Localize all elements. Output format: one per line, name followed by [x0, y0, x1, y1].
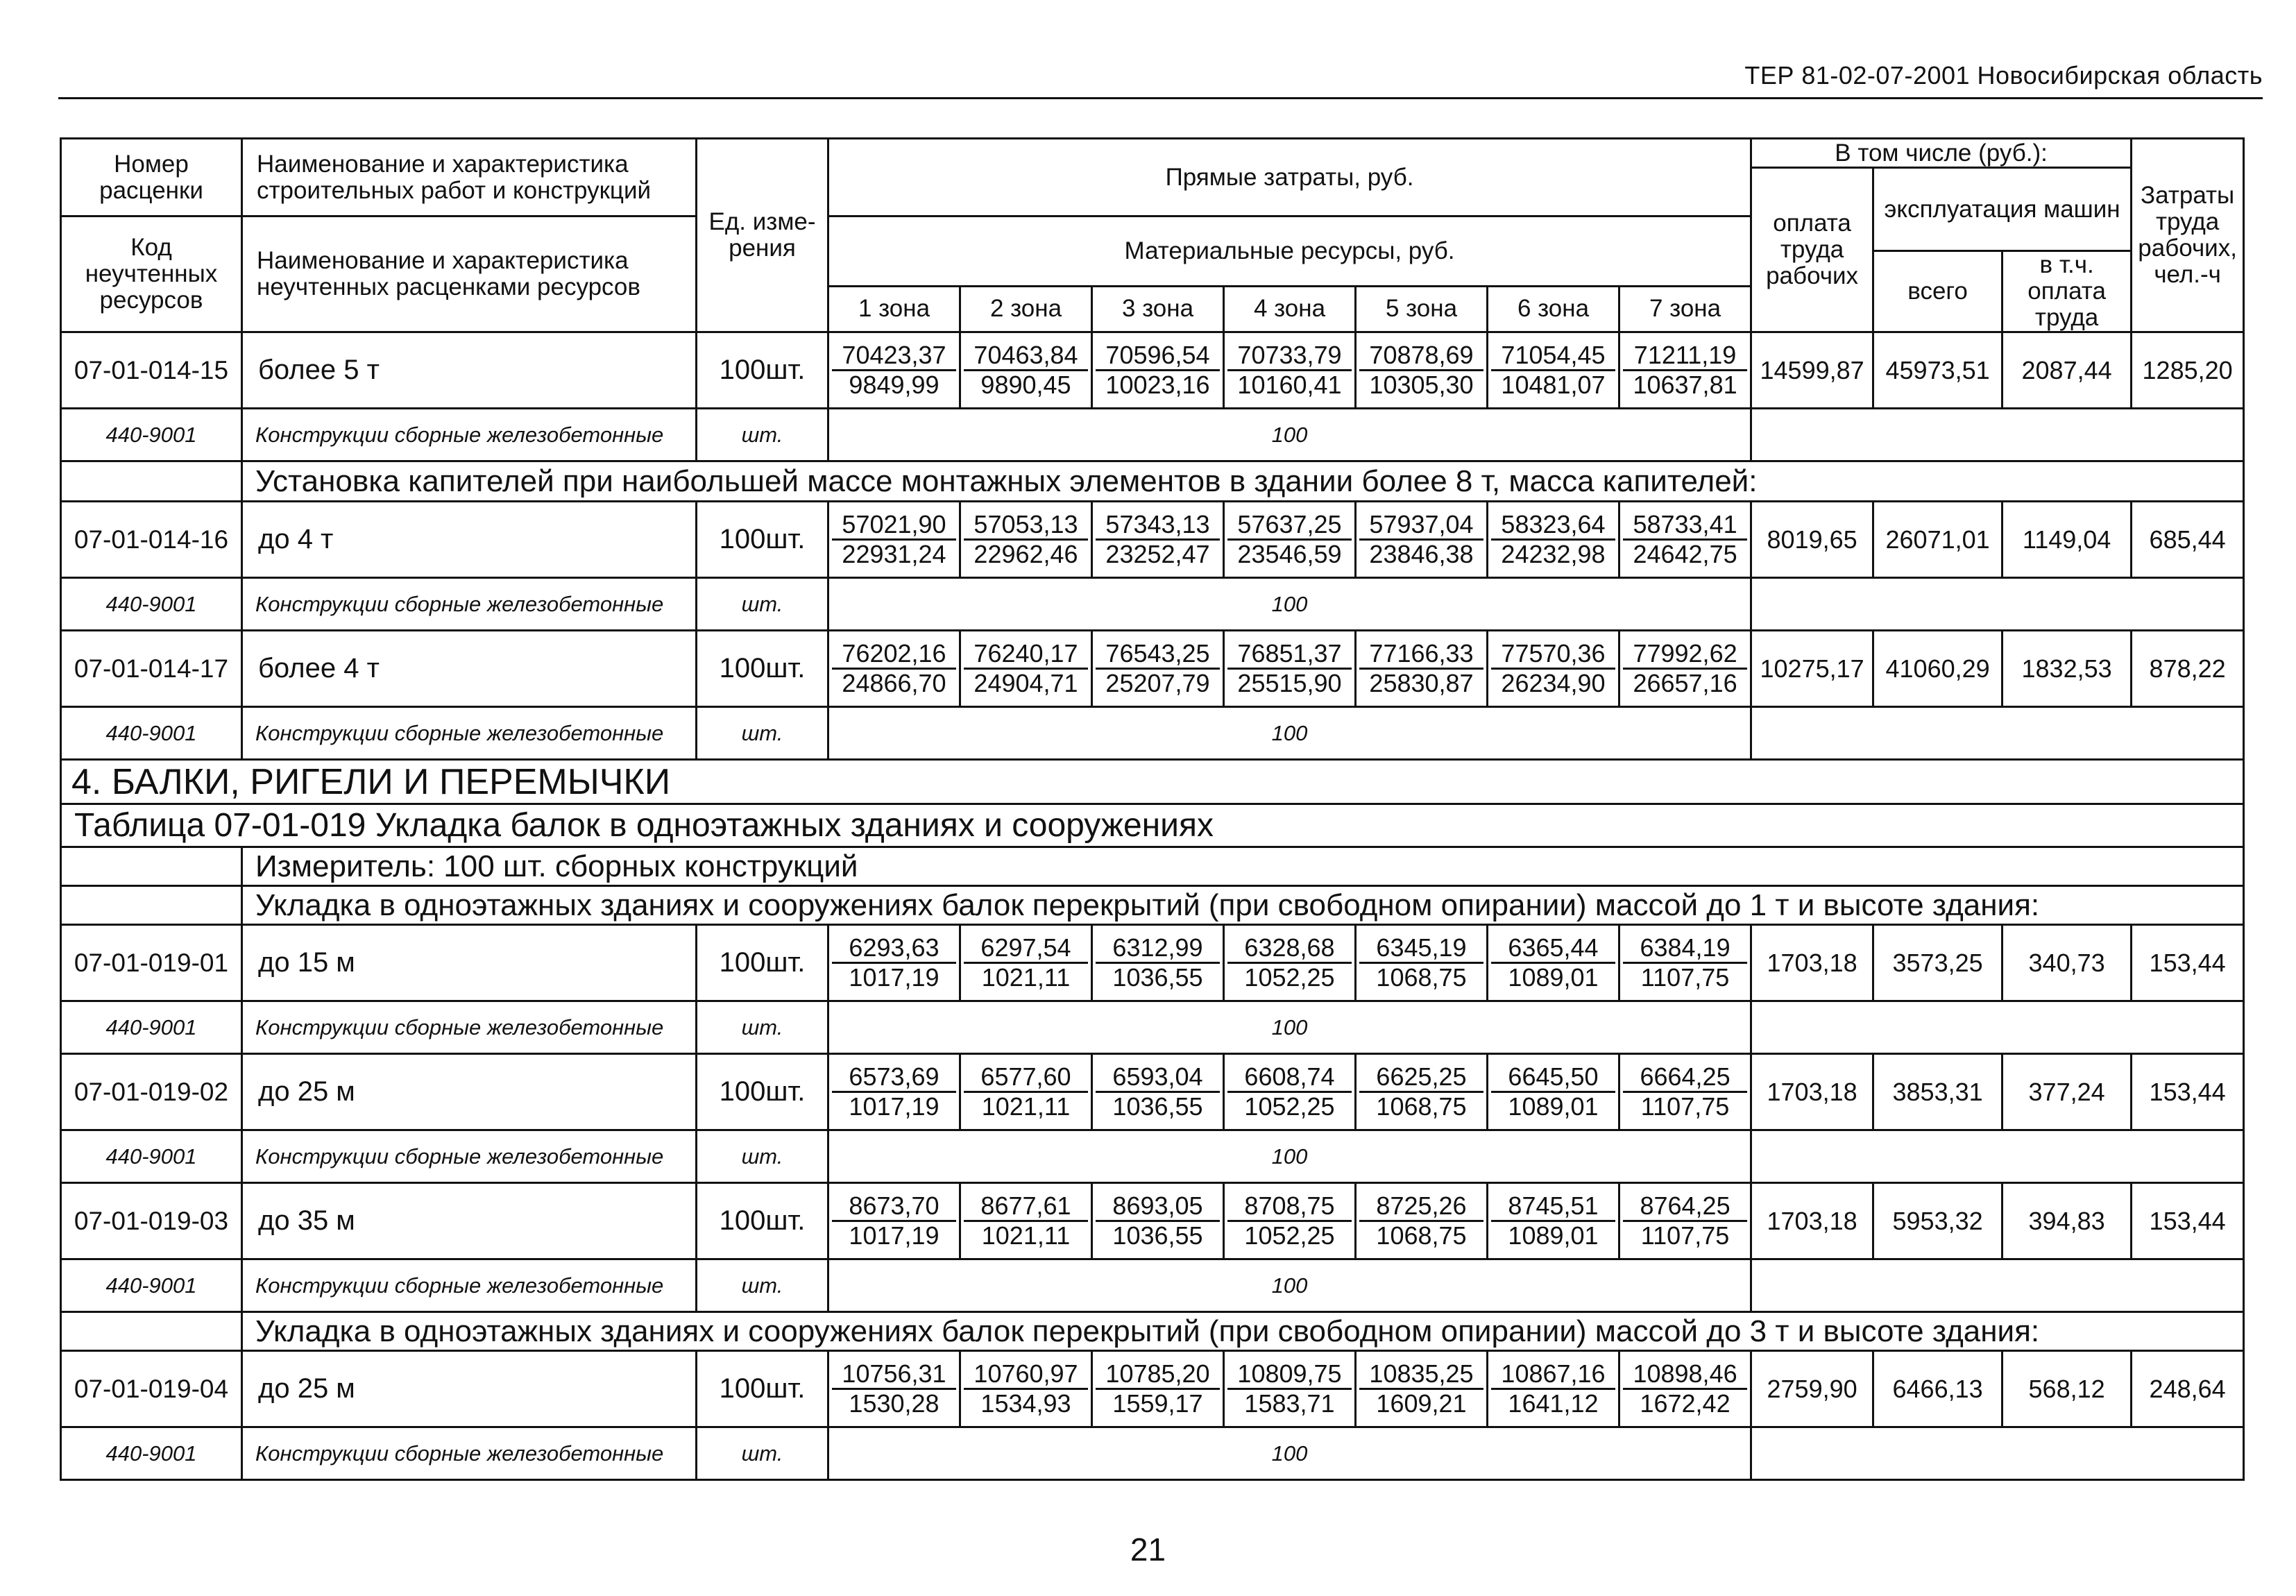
zone-cost-cell: [828, 1054, 960, 1130]
rate-unit: 100шт.: [697, 1351, 828, 1427]
material-cost-value: 10637,81: [1633, 371, 1737, 399]
resource-empty-cell: [1751, 1427, 2244, 1480]
material-cost-value: 1609,21: [1376, 1389, 1467, 1418]
group-title-row: [61, 461, 2244, 502]
machines-labor-value: 377,24: [2002, 1054, 2132, 1130]
zone-cost-cell: [960, 1054, 1092, 1130]
direct-cost-value: 10809,75: [1227, 1360, 1352, 1390]
material-cost-value: 1530,28: [849, 1389, 939, 1418]
resource-row: [61, 1001, 2244, 1054]
resource-unit: шт.: [697, 578, 828, 631]
direct-cost-value: 6625,25: [1359, 1063, 1483, 1093]
header-work-name: Наименование и характеристика строительных работ и конструкций: [242, 139, 697, 217]
section-title-row: [61, 760, 2244, 804]
zone-header-6: 6 зона: [1488, 286, 1619, 332]
machines-total-value: 41060,29: [1873, 631, 2002, 707]
resource-code: 440-9001: [61, 578, 242, 631]
direct-cost-value: 70596,54: [1096, 341, 1220, 371]
material-cost-value: 23546,59: [1237, 540, 1342, 568]
resource-code: 440-9001: [61, 1427, 242, 1480]
material-cost-value: 24232,98: [1501, 540, 1606, 568]
zone-header-1: 1 зона: [828, 286, 960, 332]
zone-header-4: 4 зона: [1224, 286, 1356, 332]
direct-cost-value: 6645,50: [1491, 1063, 1615, 1093]
zone-header-3: 3 зона: [1092, 286, 1224, 332]
zone-cost-cell: [1356, 1054, 1488, 1130]
direct-cost-value: 76240,17: [964, 640, 1088, 670]
meter-row: [61, 847, 2244, 886]
zone-cost-cell: [1488, 631, 1619, 707]
direct-cost-value: 6312,99: [1096, 934, 1220, 964]
table-title-row: [61, 804, 2244, 847]
direct-cost-value: 76851,37: [1227, 640, 1352, 670]
material-cost-value: 1089,01: [1508, 963, 1599, 992]
material-cost-value: 1672,42: [1640, 1389, 1730, 1418]
group-title-row: [61, 886, 2244, 925]
resource-name: Конструкции сборные железобетонные: [242, 578, 697, 631]
material-cost-value: 1068,75: [1376, 1092, 1467, 1121]
direct-cost-value: 6345,19: [1359, 934, 1483, 964]
zone-cost-cell: [1224, 631, 1356, 707]
zone-cost-cell: [1619, 332, 1751, 409]
group-title: Установка капителей при наибольшей массе монтажных элементов в здании более 8 т, масса капителей:: [242, 461, 2244, 502]
group-title-code-cell: [61, 886, 242, 925]
material-cost-value: 1534,93: [980, 1389, 1071, 1418]
zone-cost-cell: [1356, 1351, 1488, 1427]
material-cost-value: 1068,75: [1376, 1221, 1467, 1250]
material-cost-value: 1021,11: [981, 1221, 1071, 1250]
zone-cost-cell: [1619, 1351, 1751, 1427]
page-number: 21: [1130, 1531, 1166, 1568]
labor-hours-value: 153,44: [2132, 925, 2244, 1001]
direct-cost-value: 10785,20: [1096, 1360, 1220, 1390]
rate-row: [61, 925, 2244, 1001]
material-cost-value: 1036,55: [1112, 1092, 1203, 1121]
resource-name: Конструкции сборные железобетонные: [242, 409, 697, 461]
resource-name: Конструкции сборные железобетонные: [242, 1259, 697, 1312]
group-title-code-cell: [61, 1312, 242, 1351]
zone-header-2: 2 зона: [960, 286, 1092, 332]
rate-code: 07-01-019-04: [61, 1351, 242, 1427]
direct-cost-value: 70733,79: [1227, 341, 1352, 371]
direct-cost-value: 6608,74: [1227, 1063, 1352, 1093]
direct-cost-value: 6573,69: [832, 1063, 956, 1093]
direct-cost-value: 6297,54: [964, 934, 1088, 964]
machines-total-value: 6466,13: [1873, 1351, 2002, 1427]
rate-unit: 100шт.: [697, 332, 828, 409]
header-machines-labor: в т.ч. оплата труда: [2002, 251, 2132, 332]
meter-title: Измеритель: 100 шт. сборных конструкций: [242, 847, 2244, 886]
zone-cost-cell: [1488, 332, 1619, 409]
direct-cost-value: 6577,60: [964, 1063, 1088, 1093]
material-cost-value: 1017,19: [849, 1092, 939, 1121]
zone-cost-cell: [828, 925, 960, 1001]
material-cost-value: 1583,71: [1244, 1389, 1335, 1418]
zone-cost-cell: [1092, 1351, 1224, 1427]
material-cost-value: 1641,12: [1508, 1389, 1599, 1418]
zone-cost-cell: [960, 631, 1092, 707]
material-cost-value: 1021,11: [981, 963, 1071, 992]
resource-empty-cell: [1751, 578, 2244, 631]
direct-cost-value: 6593,04: [1096, 1063, 1220, 1093]
resource-name: Конструкции сборные железобетонные: [242, 1001, 697, 1054]
zone-header-5: 5 зона: [1356, 286, 1488, 332]
labor-hours-value: 1285,20: [2132, 332, 2244, 409]
zone-cost-cell: [960, 925, 1092, 1001]
material-cost-value: 1068,75: [1376, 963, 1467, 992]
direct-cost-value: 71054,45: [1491, 341, 1615, 371]
rate-code: 07-01-014-15: [61, 332, 242, 409]
direct-cost-value: 70463,84: [964, 341, 1088, 371]
rate-unit: 100шт.: [697, 1054, 828, 1130]
header-labor-pay: оплата труда рабочих: [1751, 168, 1873, 332]
zone-cost-cell: [1092, 631, 1224, 707]
labor-hours-value: 685,44: [2132, 502, 2244, 578]
zone-cost-cell: [1619, 631, 1751, 707]
resource-code: 440-9001: [61, 409, 242, 461]
direct-cost-value: 57637,25: [1227, 511, 1352, 541]
zone-cost-cell: [1488, 925, 1619, 1001]
header-machines-total: всего: [1873, 251, 2002, 332]
direct-cost-value: 6384,19: [1623, 934, 1747, 964]
labor-hours-value: 248,64: [2132, 1351, 2244, 1427]
rate-row: [61, 332, 2244, 409]
header-material-resources: Материальные ресурсы, руб.: [828, 217, 1751, 287]
zone-cost-cell: [1224, 1183, 1356, 1259]
resource-unit: шт.: [697, 409, 828, 461]
labor-pay-value: 1703,18: [1751, 1054, 1873, 1130]
material-cost-value: 10160,41: [1237, 371, 1342, 399]
direct-cost-value: 10898,46: [1623, 1360, 1747, 1390]
material-cost-value: 22931,24: [842, 540, 946, 568]
machines-total-value: 3573,25: [1873, 925, 2002, 1001]
material-cost-value: 1107,75: [1640, 1092, 1730, 1121]
material-cost-value: 25207,79: [1105, 669, 1210, 697]
header-resource-name: Наименование и характеристика неучтенных расценками ресурсов: [242, 217, 697, 332]
resource-name: Конструкции сборные железобетонные: [242, 707, 697, 760]
direct-cost-value: 8725,26: [1359, 1192, 1483, 1222]
material-cost-value: 10023,16: [1105, 371, 1210, 399]
zone-cost-cell: [960, 1351, 1092, 1427]
resource-code: 440-9001: [61, 707, 242, 760]
material-cost-value: 1017,19: [849, 963, 939, 992]
meter-code-cell: [61, 847, 242, 886]
rate-row: [61, 502, 2244, 578]
zone-cost-cell: [1092, 1183, 1224, 1259]
material-cost-value: 1052,25: [1244, 1092, 1335, 1121]
material-cost-value: 1052,25: [1244, 1221, 1335, 1250]
zone-cost-cell: [1224, 332, 1356, 409]
resource-row: [61, 1259, 2244, 1312]
zone-cost-cell: [1224, 502, 1356, 578]
material-cost-value: 9890,45: [980, 371, 1071, 399]
machines-labor-value: 394,83: [2002, 1183, 2132, 1259]
rate-row: [61, 1054, 2244, 1130]
zone-cost-cell: [1356, 925, 1488, 1001]
zone-cost-cell: [1619, 1183, 1751, 1259]
header-direct-costs: Прямые затраты, руб.: [828, 139, 1751, 217]
material-cost-value: 1107,75: [1640, 963, 1730, 992]
zone-cost-cell: [1488, 1351, 1619, 1427]
direct-cost-value: 70878,69: [1359, 341, 1483, 371]
group-title-row: [61, 1312, 2244, 1351]
labor-pay-value: 1703,18: [1751, 925, 1873, 1001]
rate-unit: 100шт.: [697, 925, 828, 1001]
section-title: 4. БАЛКИ, РИГЕЛИ И ПЕРЕМЫЧКИ: [61, 760, 2244, 804]
header-labor-costs: Затраты труда рабочих, чел.-ч: [2132, 139, 2244, 332]
table-body: [61, 332, 2244, 1480]
direct-cost-value: 77570,36: [1491, 640, 1615, 670]
rate-name: до 35 м: [242, 1183, 697, 1259]
resource-qty: 100: [828, 409, 1751, 461]
zone-cost-cell: [1092, 1054, 1224, 1130]
material-cost-value: 1021,11: [981, 1092, 1071, 1121]
machines-total-value: 26071,01: [1873, 502, 2002, 578]
direct-cost-value: 57021,90: [832, 511, 956, 541]
resource-unit: шт.: [697, 1427, 828, 1480]
material-cost-value: 9849,99: [849, 371, 939, 399]
rate-name: до 4 т: [242, 502, 697, 578]
zone-cost-cell: [1356, 332, 1488, 409]
labor-pay-value: 14599,87: [1751, 332, 1873, 409]
resource-qty: 100: [828, 1001, 1751, 1054]
rate-name: более 4 т: [242, 631, 697, 707]
zone-cost-cell: [1092, 332, 1224, 409]
zone-cost-cell: [1224, 925, 1356, 1001]
rate-code: 07-01-014-17: [61, 631, 242, 707]
material-cost-value: 23846,38: [1369, 540, 1474, 568]
material-cost-value: 24642,75: [1633, 540, 1737, 568]
direct-cost-value: 57937,04: [1359, 511, 1483, 541]
resource-row: [61, 409, 2244, 461]
resource-empty-cell: [1751, 707, 2244, 760]
document-header-title: ТЕР 81-02-07-2001 Новосибирская область: [1744, 61, 2263, 90]
resource-empty-cell: [1751, 1130, 2244, 1183]
rate-code: 07-01-019-02: [61, 1054, 242, 1130]
header-resource-code: Код неучтенных ресурсов: [61, 217, 242, 332]
material-cost-value: 26657,16: [1633, 669, 1737, 697]
resource-qty: 100: [828, 1130, 1751, 1183]
direct-cost-value: 71211,19: [1623, 341, 1747, 371]
resource-qty: 100: [828, 578, 1751, 631]
material-cost-value: 24866,70: [842, 669, 946, 697]
resource-row: [61, 578, 2244, 631]
material-cost-value: 25515,90: [1237, 669, 1342, 697]
material-cost-value: 1107,75: [1640, 1221, 1730, 1250]
resource-name: Конструкции сборные железобетонные: [242, 1427, 697, 1480]
rate-row: [61, 631, 2244, 707]
machines-labor-value: 1832,53: [2002, 631, 2132, 707]
material-cost-value: 1089,01: [1508, 1092, 1599, 1121]
zone-cost-cell: [828, 332, 960, 409]
material-cost-value: 23252,47: [1105, 540, 1210, 568]
labor-pay-value: 10275,17: [1751, 631, 1873, 707]
resource-empty-cell: [1751, 409, 2244, 461]
direct-cost-value: 57053,13: [964, 511, 1088, 541]
resource-unit: шт.: [697, 1259, 828, 1312]
zone-cost-cell: [1619, 502, 1751, 578]
zone-cost-cell: [1619, 925, 1751, 1001]
direct-cost-value: 8673,70: [832, 1192, 956, 1222]
zone-cost-cell: [828, 502, 960, 578]
header-machines: эксплуатация машин: [1873, 168, 2132, 251]
labor-pay-value: 8019,65: [1751, 502, 1873, 578]
machines-labor-value: 1149,04: [2002, 502, 2132, 578]
resource-code: 440-9001: [61, 1130, 242, 1183]
zone-cost-cell: [1488, 502, 1619, 578]
zone-cost-cell: [828, 631, 960, 707]
resource-qty: 100: [828, 1259, 1751, 1312]
material-cost-value: 1052,25: [1244, 963, 1335, 992]
resource-qty: 100: [828, 1427, 1751, 1480]
rate-code: 07-01-014-16: [61, 502, 242, 578]
zone-cost-cell: [1224, 1054, 1356, 1130]
direct-cost-value: 8693,05: [1096, 1192, 1220, 1222]
zone-cost-cell: [1092, 925, 1224, 1001]
direct-cost-value: 57343,13: [1096, 511, 1220, 541]
material-cost-value: 24904,71: [973, 669, 1078, 697]
zone-cost-cell: [1224, 1351, 1356, 1427]
resource-row: [61, 1130, 2244, 1183]
machines-labor-value: 2087,44: [2002, 332, 2132, 409]
material-cost-value: 1017,19: [849, 1221, 939, 1250]
zone-cost-cell: [1356, 502, 1488, 578]
resource-code: 440-9001: [61, 1259, 242, 1312]
direct-cost-value: 8708,75: [1227, 1192, 1352, 1222]
direct-cost-value: 58733,41: [1623, 511, 1747, 541]
direct-cost-value: 10835,25: [1359, 1360, 1483, 1390]
direct-cost-value: 76543,25: [1096, 640, 1220, 670]
material-cost-value: 1559,17: [1112, 1389, 1203, 1418]
resource-name: Конструкции сборные железобетонные: [242, 1130, 697, 1183]
material-cost-value: 1036,55: [1112, 963, 1203, 992]
header-rate-number: Номер расценки: [61, 139, 242, 217]
resource-unit: шт.: [697, 1130, 828, 1183]
direct-cost-value: 77166,33: [1359, 640, 1483, 670]
material-cost-value: 10481,07: [1501, 371, 1606, 399]
rate-unit: 100шт.: [697, 1183, 828, 1259]
material-cost-value: 1089,01: [1508, 1221, 1599, 1250]
direct-cost-value: 10760,97: [964, 1360, 1088, 1390]
direct-cost-value: 10867,16: [1491, 1360, 1615, 1390]
material-cost-value: 22962,46: [973, 540, 1078, 568]
rate-name: до 25 м: [242, 1054, 697, 1130]
resource-unit: шт.: [697, 1001, 828, 1054]
direct-cost-value: 6664,25: [1623, 1063, 1747, 1093]
rate-name: до 15 м: [242, 925, 697, 1001]
table-header: [61, 139, 2244, 332]
zone-cost-cell: [1488, 1183, 1619, 1259]
resource-row: [61, 1427, 2244, 1480]
header-unit: Ед. изме-рения: [697, 139, 828, 332]
resource-code: 440-9001: [61, 1001, 242, 1054]
zone-cost-cell: [1356, 1183, 1488, 1259]
direct-cost-value: 8764,25: [1623, 1192, 1747, 1222]
direct-cost-value: 70423,37: [832, 341, 956, 371]
table-title: Таблица 07-01-019 Укладка балок в одноэтажных зданиях и сооружениях: [61, 804, 2244, 847]
zone-cost-cell: [1092, 502, 1224, 578]
resource-unit: шт.: [697, 707, 828, 760]
rate-row: [61, 1183, 2244, 1259]
machines-total-value: 3853,31: [1873, 1054, 2002, 1130]
zone-cost-cell: [1488, 1054, 1619, 1130]
resource-empty-cell: [1751, 1001, 2244, 1054]
labor-pay-value: 1703,18: [1751, 1183, 1873, 1259]
rate-unit: 100шт.: [697, 631, 828, 707]
zone-cost-cell: [1356, 631, 1488, 707]
labor-pay-value: 2759,90: [1751, 1351, 1873, 1427]
material-cost-value: 10305,30: [1369, 371, 1474, 399]
machines-labor-value: 568,12: [2002, 1351, 2132, 1427]
direct-cost-value: 6328,68: [1227, 934, 1352, 964]
zone-cost-cell: [960, 332, 1092, 409]
labor-hours-value: 878,22: [2132, 631, 2244, 707]
labor-hours-value: 153,44: [2132, 1054, 2244, 1130]
zone-cost-cell: [828, 1351, 960, 1427]
rate-unit: 100шт.: [697, 502, 828, 578]
direct-cost-value: 6365,44: [1491, 934, 1615, 964]
direct-cost-value: 77992,62: [1623, 640, 1747, 670]
machines-labor-value: 340,73: [2002, 925, 2132, 1001]
rate-name: до 25 м: [242, 1351, 697, 1427]
direct-cost-value: 10756,31: [832, 1360, 956, 1390]
group-title: Укладка в одноэтажных зданиях и сооружениях балок перекрытий (при свободном опирании) массой до 3 т и высоте здания:: [242, 1312, 2244, 1351]
direct-cost-value: 8677,61: [964, 1192, 1088, 1222]
group-title: Укладка в одноэтажных зданиях и сооружениях балок перекрытий (при свободном опирании) массой до 1 т и высоте здания:: [242, 886, 2244, 925]
material-cost-value: 26234,90: [1501, 669, 1606, 697]
rate-code: 07-01-019-01: [61, 925, 242, 1001]
machines-total-value: 5953,32: [1873, 1183, 2002, 1259]
group-title-code-cell: [61, 461, 242, 502]
rates-table: [60, 137, 2245, 1481]
header-including: В том числе (руб.):: [1751, 139, 2132, 168]
zone-cost-cell: [960, 502, 1092, 578]
rate-name: более 5 т: [242, 332, 697, 409]
labor-hours-value: 153,44: [2132, 1183, 2244, 1259]
zone-cost-cell: [1619, 1054, 1751, 1130]
resource-qty: 100: [828, 707, 1751, 760]
header-divider: [58, 97, 2263, 99]
rate-row: [61, 1351, 2244, 1427]
direct-cost-value: 6293,63: [832, 934, 956, 964]
zone-cost-cell: [960, 1183, 1092, 1259]
machines-total-value: 45973,51: [1873, 332, 2002, 409]
direct-cost-value: 76202,16: [832, 640, 956, 670]
zone-cost-cell: [828, 1183, 960, 1259]
zone-header-7: 7 зона: [1619, 286, 1751, 332]
resource-empty-cell: [1751, 1259, 2244, 1312]
material-cost-value: 1036,55: [1112, 1221, 1203, 1250]
direct-cost-value: 8745,51: [1491, 1192, 1615, 1222]
direct-cost-value: 58323,64: [1491, 511, 1615, 541]
rate-code: 07-01-019-03: [61, 1183, 242, 1259]
resource-row: [61, 707, 2244, 760]
material-cost-value: 25830,87: [1369, 669, 1474, 697]
